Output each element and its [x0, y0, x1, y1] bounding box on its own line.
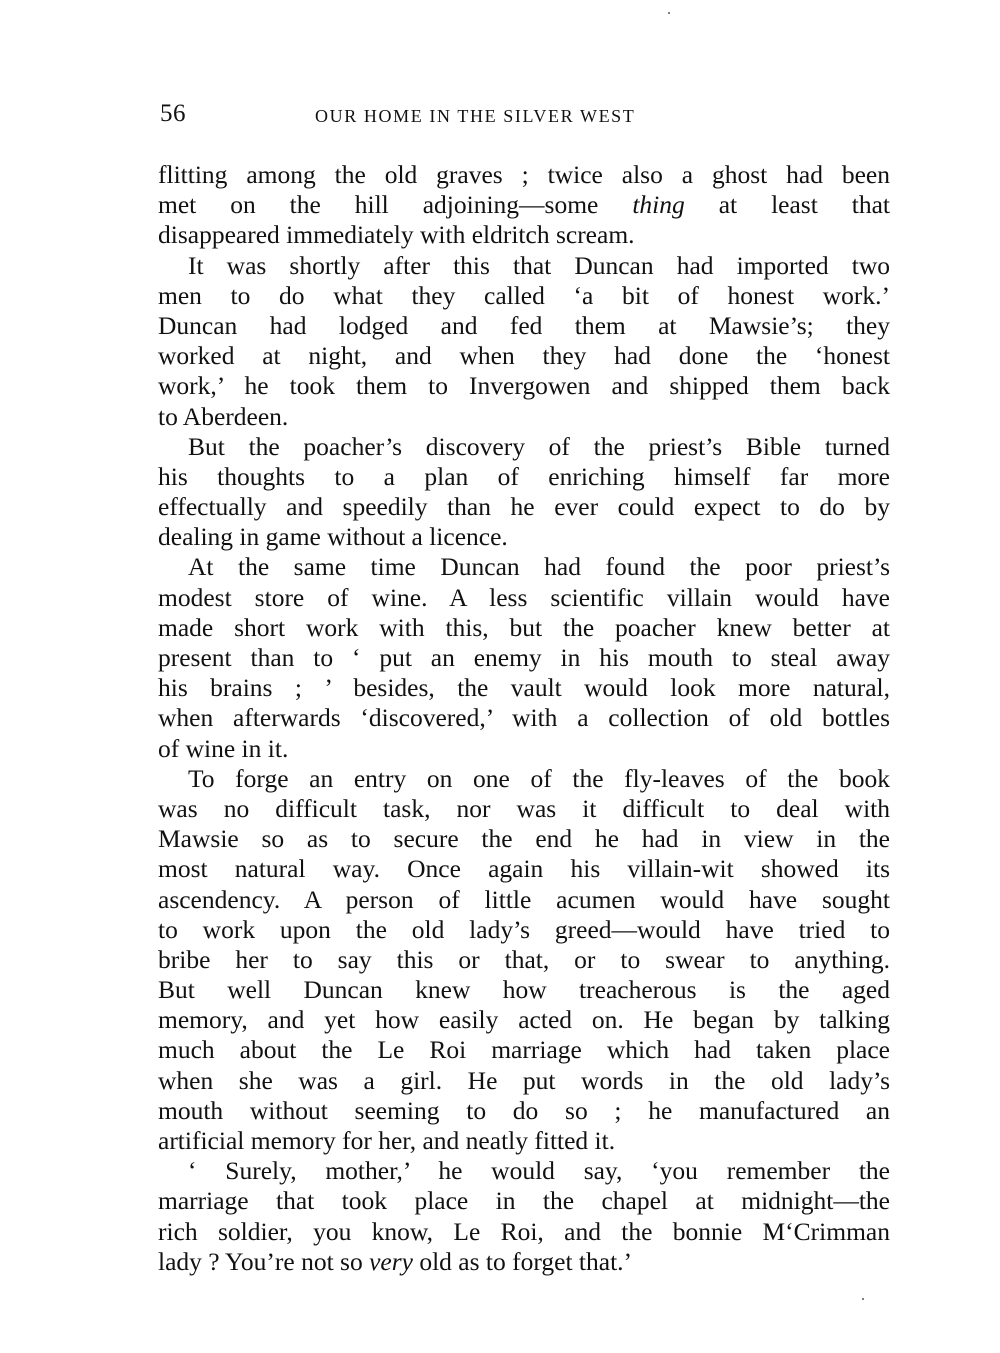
- text-line: [158, 190, 890, 220]
- text-line: was no difficult task, nor was it difficult to deal with: [158, 793, 890, 823]
- text-line: memory, and yet how easily acted on. He began by talking: [158, 1005, 890, 1035]
- line-segment: lady ? You’re not so: [158, 1246, 370, 1276]
- text-line: of wine in it.: [158, 733, 289, 763]
- paragraph: [158, 552, 890, 763]
- text-line: [158, 1247, 890, 1277]
- text-line: work,’ he took them to Invergowen and shipped them back: [158, 371, 890, 401]
- line-segment: old as to forget that.’: [412, 1246, 633, 1276]
- text-line: marriage that took place in the chapel at midnight—the: [158, 1186, 890, 1216]
- text-line: But well Duncan knew how treacherous is the aged: [158, 975, 890, 1005]
- italic-text: thing: [632, 190, 685, 220]
- text-line: most natural way. Once again his villain-wit showed its: [158, 854, 890, 884]
- body-text: [158, 160, 890, 1277]
- paragraph: [158, 251, 890, 432]
- text-line: Duncan had lodged and fed them at Mawsie’s; they: [158, 310, 890, 340]
- text-line: rich soldier, you know, Le Roi, and the bonnie M‘Crimman: [158, 1216, 890, 1246]
- text-line: mouth without seeming to do so ; he manufactured an: [158, 1095, 890, 1125]
- paragraph: [158, 764, 890, 1156]
- text-line: Mawsie so as to secure the end he had in view in the: [158, 824, 890, 854]
- page-header: [160, 100, 890, 140]
- text-line: To forge an entry on one of the fly-leaves of the book: [188, 763, 890, 793]
- text-line: modest store of wine. A less scientific villain would have: [158, 582, 890, 612]
- running-title: OUR HOME IN THE SILVER WEST: [315, 106, 636, 126]
- scan-speck: [862, 1298, 864, 1300]
- page-number: 56: [160, 100, 186, 127]
- text-line: flitting among the old graves ; twice also a ghost had been: [158, 160, 890, 189]
- text-line: effectually and speedily than he ever could expect to do by: [158, 492, 890, 522]
- text-line: It was shortly after this that Duncan had imported two: [188, 250, 890, 280]
- text-line: to work upon the old lady’s greed—would have tried to: [158, 914, 890, 944]
- text-line: artificial memory for her, and neatly fitted it.: [158, 1126, 616, 1155]
- text-line: ascendency. A person of little acumen would have sought: [158, 884, 890, 914]
- text-line: when she was a girl. He put words in the old lady’s: [158, 1065, 890, 1095]
- text-line: his brains ; ’ besides, the vault would look more natural,: [158, 673, 890, 703]
- text-line: present than to ‘ put an enemy in his mouth to steal away: [158, 643, 890, 672]
- text-line: dealing in game without a licence.: [158, 522, 508, 552]
- italic-text: very: [369, 1246, 413, 1276]
- text-line: At the same time Duncan had found the poor priest’s: [188, 552, 890, 582]
- text-line: much about the Le Roi marriage which had taken place: [158, 1035, 890, 1065]
- text-line: disappeared immediately with eldritch scream.: [158, 220, 635, 250]
- text-line: But the poacher’s discovery of the priest’s Bible turned: [188, 431, 890, 461]
- paragraph: [158, 1156, 890, 1277]
- text-line: worked at night, and when they had done the ‘honest: [158, 341, 890, 371]
- text-line: men to do what they called ‘a bit of honest work.’: [158, 280, 890, 310]
- text-line: to Aberdeen.: [158, 401, 289, 431]
- scan-speck: [668, 12, 670, 14]
- paragraph: [158, 160, 890, 251]
- text-line: made short work with this, but the poacher knew better at: [158, 612, 890, 642]
- text-line: his thoughts to a plan of enriching himself far more: [158, 461, 890, 491]
- paragraph: [158, 432, 890, 553]
- text-line: bribe her to say this or that, or to swear to anything.: [158, 944, 890, 974]
- text-line: when afterwards ‘discovered,’ with a collection of old bottles: [158, 703, 890, 733]
- line-segment: met on the hill adjoining—some: [158, 190, 633, 220]
- line-segment: at least that: [684, 190, 891, 220]
- text-line: ‘ Surely, mother,’ he would say, ‘you remember the: [188, 1156, 890, 1186]
